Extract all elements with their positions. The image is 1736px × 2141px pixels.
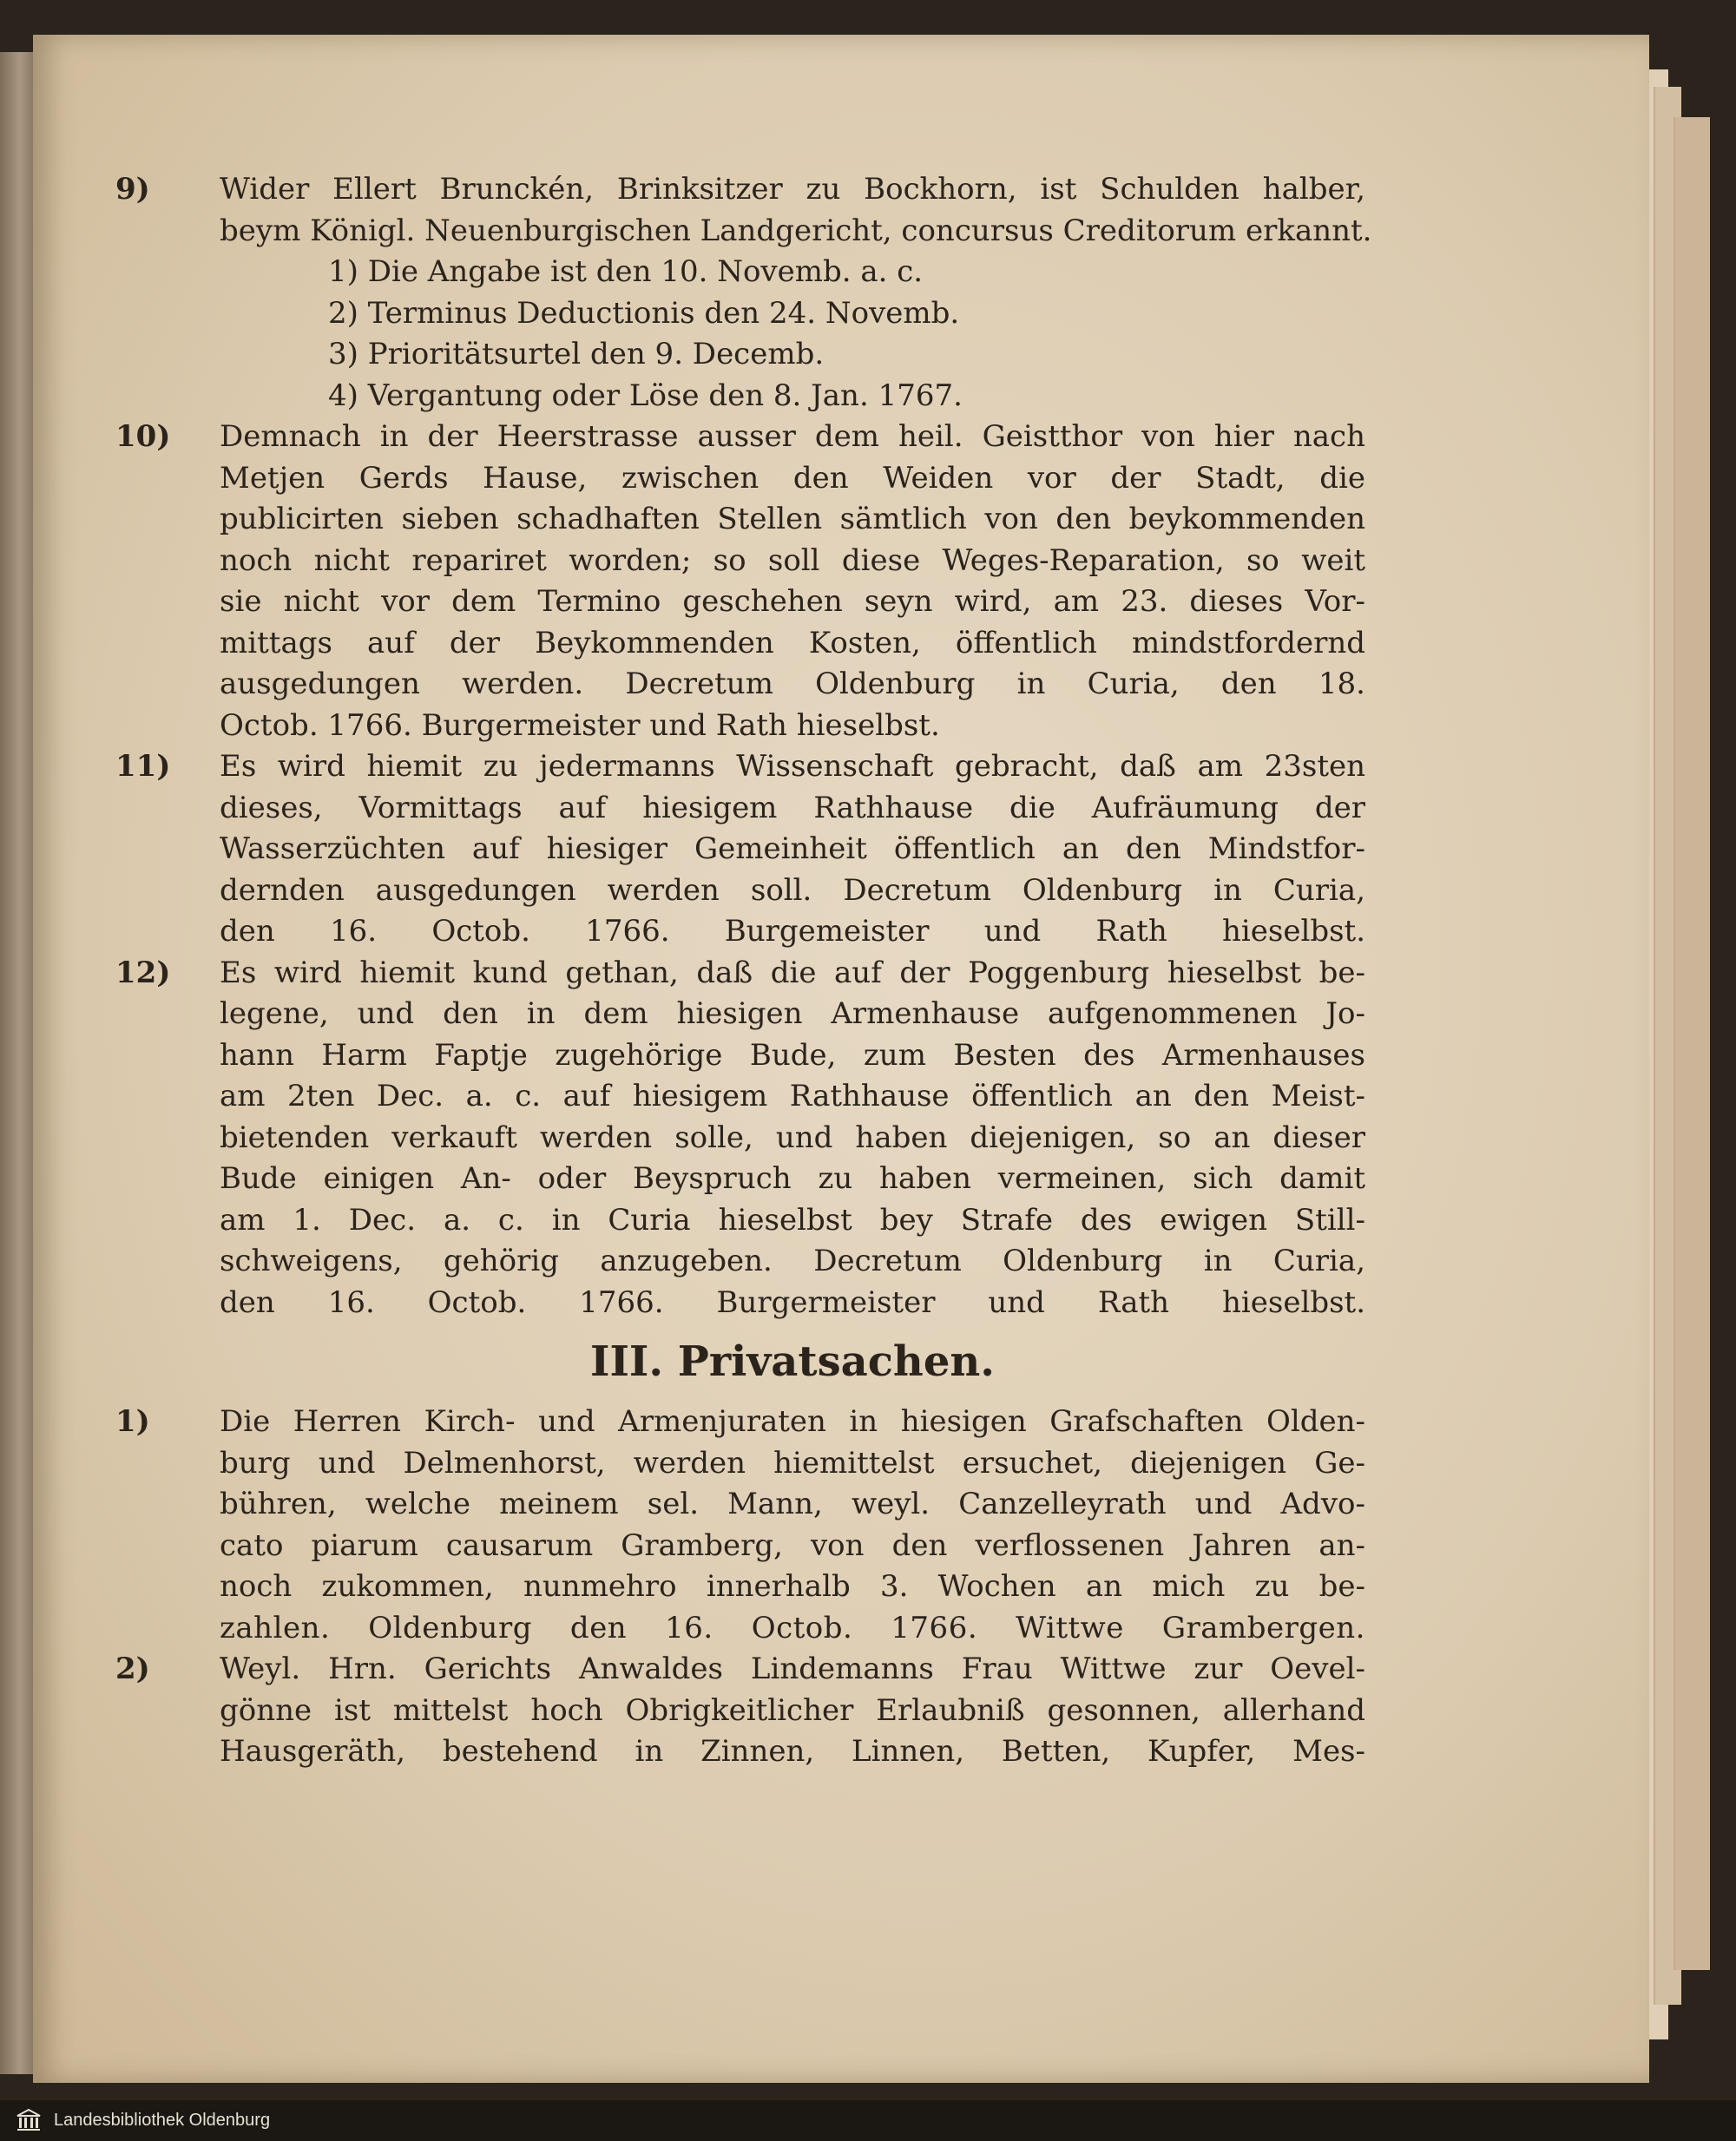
text-line: Metjen Gerds Hause, zwischen den Weiden vor der Stadt, die	[220, 460, 1365, 496]
text-line: publicirten sieben schadhaften Stellen sämtlich von den beykommenden	[220, 502, 1365, 536]
sub-item: 3) Prioritätsurtel den 9. Decemb.	[328, 337, 825, 371]
text-line: Octob. 1766. Burgermeister und Rath hieselbst.	[220, 707, 940, 743]
text-line: den 16. Octob. 1766. Burgermeister und Rath hieselbst.	[220, 1284, 1365, 1320]
sub-item-list	[115, 252, 1365, 417]
section-heading: III. Privatsachen.	[590, 1337, 995, 1386]
entry-number: 12)	[115, 955, 171, 990]
text-line: am 2ten Dec. a. c. auf hiesigem Rathhause öffentlich an den Meist-	[220, 1079, 1365, 1113]
text-line: Wider Ellert Brunckén, Brinksitzer zu Bockhorn, ist Schulden halber,	[220, 172, 1365, 207]
text-line: noch zukommen, nunmehro innerhalb 3. Wochen an mich zu be-	[220, 1569, 1365, 1604]
page-text	[115, 169, 1372, 1773]
entry-number: 11)	[115, 749, 171, 784]
notice-entry-12	[115, 953, 1365, 1324]
text-line: mittags auf der Beykommenden Kosten, öffentlich mindstfordernd	[220, 625, 1365, 660]
text-line: sie nicht vor dem Termino geschehen seyn wird, am 23. dieses Vor-	[220, 584, 1365, 619]
text-line: legene, und den in dem hiesigen Armenhause aufgenommenen Jo-	[220, 996, 1365, 1031]
entry-number: 1)	[115, 1404, 150, 1439]
text-line: schweigens, gehörig anzugeben. Decretum Oldenburg in Curia,	[220, 1244, 1365, 1278]
text-line: cato piarum causarum Gramberg, von den verflossenen Jahren an-	[220, 1527, 1365, 1563]
entry-number: 9)	[115, 172, 150, 207]
notice-entry-11	[115, 746, 1365, 953]
text-line: dernden ausgedungen werden soll. Decretum Oldenburg in Curia,	[220, 872, 1365, 908]
text-line: Weyl. Hrn. Gerichts Anwaldes Lindemanns Frau Wittwe zur Oevel-	[220, 1652, 1365, 1686]
text-line: dieses, Vormittags auf hiesigem Rathhause die Aufräumung der	[220, 790, 1365, 825]
sub-item: 1) Die Angabe ist den 10. Novemb. a. c.	[328, 254, 924, 289]
sub-item: 2) Terminus Deductionis den 24. Novemb.	[328, 295, 960, 331]
footer-bar	[0, 2100, 1736, 2141]
text-line: Es wird hiemit zu jedermanns Wissenschaft gebracht, daß am 23sten	[220, 749, 1365, 784]
text-line: den 16. Octob. 1766. Burgemeister und Rath hieselbst.	[220, 914, 1365, 949]
library-building-icon	[16, 2108, 42, 2132]
text-line: Demnach in der Heerstrasse ausser dem heil. Geistthor von hier nach	[220, 419, 1365, 454]
text-line: Wasserzüchten auf hiesiger Gemeinheit öffentlich an den Mindstfor-	[220, 831, 1365, 866]
document-page	[33, 35, 1649, 2083]
text-line: Es wird hiemit kund gethan, daß die auf der Poggenburg hieselbst be-	[220, 955, 1365, 990]
notice-entry-10	[115, 417, 1365, 746]
text-line: burg und Delmenhorst, werden hiemittelst ersuchet, diejenigen Ge-	[220, 1445, 1365, 1481]
text-line: Hausgeräth, bestehend in Zinnen, Linnen, Betten, Kupfer, Mes-	[220, 1734, 1365, 1769]
page-stack-edge	[1674, 117, 1710, 1970]
private-entry-2	[115, 1649, 1365, 1773]
text-line: bühren, welche meinem sel. Mann, weyl. Canzelleyrath und Advo-	[220, 1487, 1365, 1521]
text-line: Die Herren Kirch- und Armenjuraten in hiesigen Grafschaften Olden-	[220, 1404, 1365, 1439]
facing-page-edge	[0, 52, 33, 2074]
private-entry-1	[115, 1402, 1365, 1649]
sub-item: 4) Vergantung oder Löse den 8. Jan. 1767.	[328, 378, 963, 413]
text-line: hann Harm Faptje zugehörige Bude, zum Besten des Armenhauses	[220, 1037, 1365, 1073]
text-line: noch nicht repariret worden; so soll diese Weges-Reparation, so weit	[220, 542, 1365, 578]
text-line: Bude einigen An- oder Beyspruch zu haben vermeinen, sich damit	[220, 1161, 1365, 1196]
text-line: beym Königl. Neuenburgischen Landgericht, concursus Creditorum erkannt.	[220, 213, 1372, 248]
text-line: bietenden verkauft werden solle, und haben diejenigen, so an dieser	[220, 1120, 1365, 1155]
text-line: gönne ist mittelst hoch Obrigkeitlicher Erlaubniß gesonnen, allerhand	[220, 1692, 1365, 1728]
entry-number: 10)	[115, 419, 171, 454]
text-line: zahlen. Oldenburg den 16. Octob. 1766. Wittwe Grambergen.	[220, 1610, 1365, 1645]
entry-number: 2)	[115, 1652, 150, 1686]
text-line: am 1. Dec. a. c. in Curia hieselbst bey Strafe des ewigen Still-	[220, 1202, 1365, 1238]
footer-label: Landesbibliothek Oldenburg	[54, 2111, 271, 2130]
notice-entry-9	[115, 169, 1372, 252]
text-line: ausgedungen werden. Decretum Oldenburg in Curia, den 18.	[220, 667, 1365, 701]
